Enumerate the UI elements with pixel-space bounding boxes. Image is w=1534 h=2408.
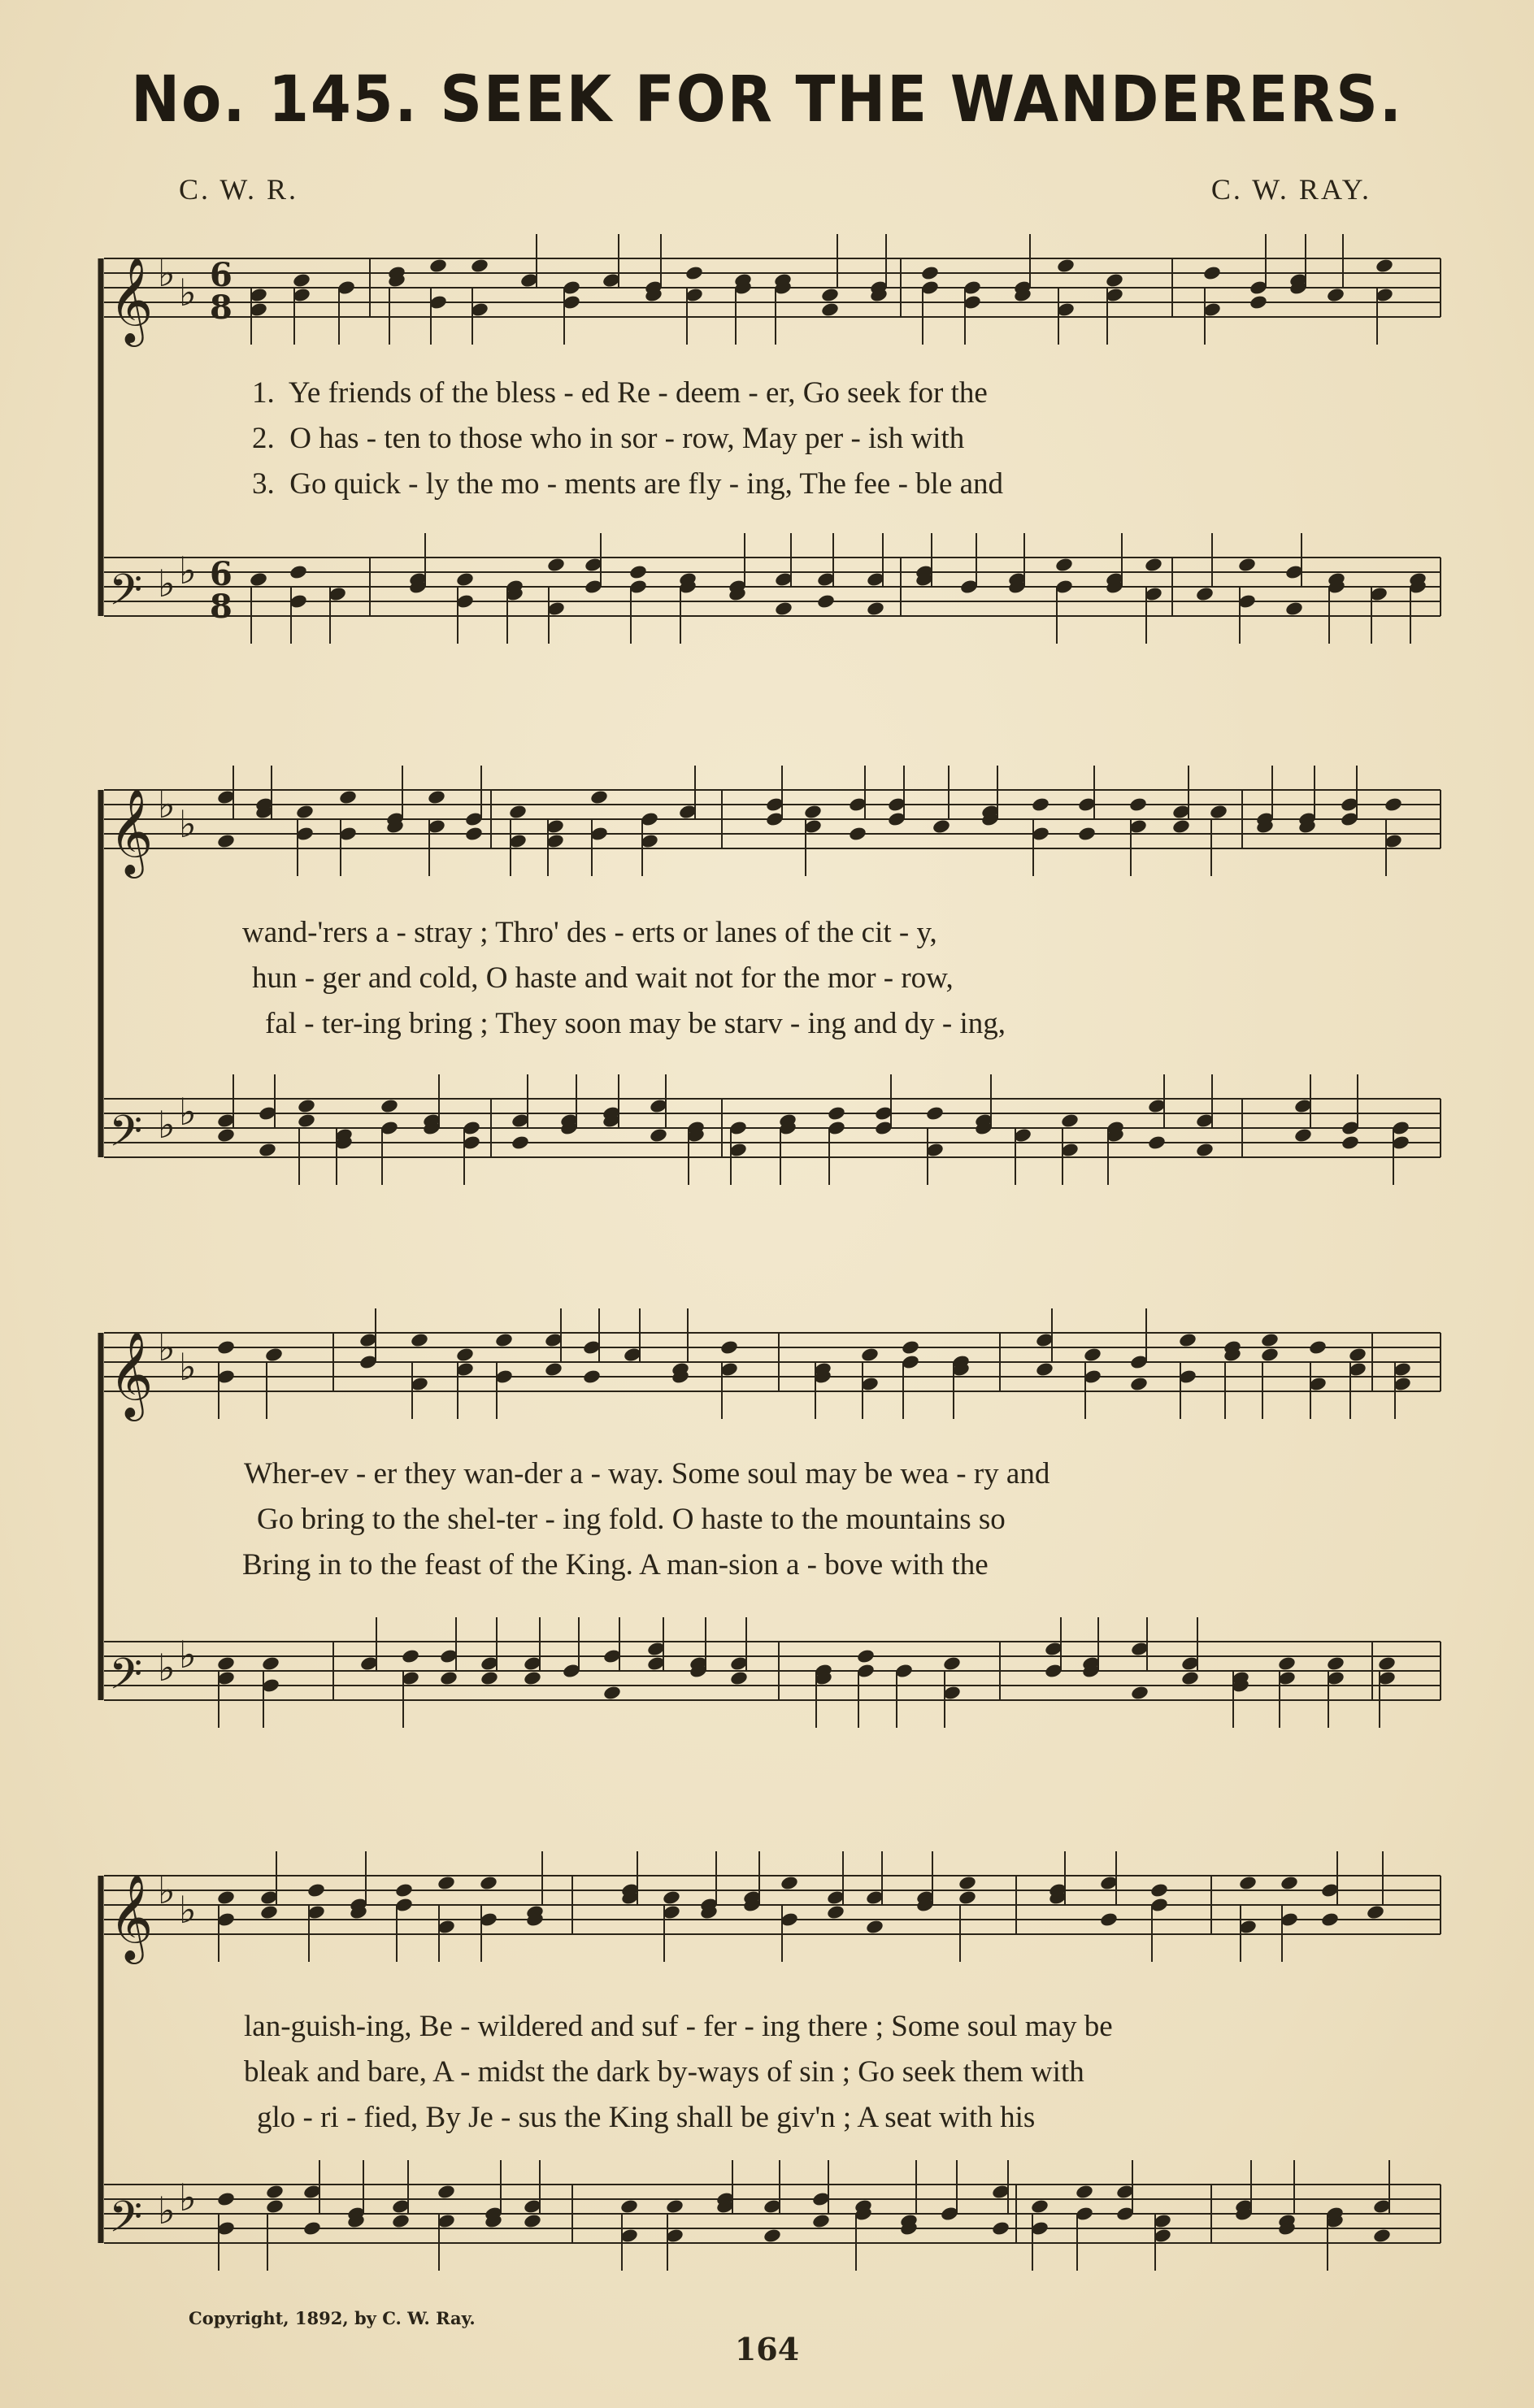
time-signature-bottom: 8 [210, 588, 232, 626]
flat-icon: ♭ [179, 2176, 197, 2219]
notehead [729, 1670, 749, 1686]
notehead [1030, 2198, 1049, 2215]
notehead [649, 1127, 668, 1143]
notehead [803, 804, 823, 820]
lyric-line: glo - ri - fied, By Je - sus the King shall be giv'n ; A seat with his [257, 2101, 1036, 2134]
notehead [523, 1670, 542, 1686]
notehead [480, 1670, 499, 1686]
notehead [1149, 1882, 1169, 1898]
notehead [1105, 272, 1124, 289]
notehead [901, 1339, 920, 1356]
lyric-line: lan-guish-ing, Be - wildered and suf - fer - ing there ; Some soul may be [244, 2010, 1113, 2043]
notehead [932, 818, 951, 835]
notehead [295, 804, 315, 820]
notehead [826, 1904, 845, 1920]
notehead [1260, 1347, 1280, 1363]
notehead [925, 1105, 945, 1122]
notehead [455, 1347, 475, 1363]
notehead [1384, 796, 1403, 813]
notehead [410, 1332, 429, 1348]
notehead [297, 1098, 316, 1114]
lyric-line: 3. Go quick - ly the mo - ments are fly - ing, The fee - ble and [252, 467, 1004, 501]
bass-clef-icon: 𝄢 [109, 566, 143, 626]
notehead [1284, 601, 1304, 617]
notehead [628, 564, 648, 580]
notehead [1130, 1685, 1149, 1701]
notehead [1031, 796, 1050, 813]
notehead [1308, 1339, 1328, 1356]
notehead [464, 826, 484, 842]
notehead [684, 265, 704, 281]
notehead [261, 1655, 280, 1672]
notehead [665, 2198, 684, 2215]
lyric-line: 2. O has - ten to those who in sor - row, May per - ish with [252, 422, 965, 455]
time-signature-top: 6 [210, 256, 232, 294]
notehead [1083, 1347, 1102, 1363]
notehead [216, 1339, 236, 1356]
flat-icon: ♭ [158, 1646, 176, 1690]
notehead [865, 1919, 884, 1935]
notehead [1320, 1911, 1340, 1928]
notehead [523, 2213, 542, 2229]
notehead [582, 1369, 602, 1385]
notehead [1035, 1361, 1054, 1378]
treble-clef-icon: 𝄞 [109, 256, 154, 343]
flat-icon: ♭ [179, 802, 197, 846]
notehead [546, 557, 566, 573]
notehead [1178, 1332, 1197, 1348]
notehead [338, 789, 358, 805]
notehead [455, 571, 475, 588]
notehead [306, 1882, 326, 1898]
notehead [958, 1875, 977, 1891]
notehead [1293, 1127, 1313, 1143]
notehead [259, 1904, 279, 1920]
notehead [820, 287, 840, 303]
treble-clef-icon: 𝄞 [109, 1330, 154, 1417]
lyric-line: bleak and bare, A - midst the dark by-ways of sin ; Go seek them with [244, 2055, 1084, 2089]
notehead [589, 789, 609, 805]
copyright-notice: Copyright, 1892, by C. W. Ray. [189, 2308, 476, 2328]
treble-clef-icon: 𝄞 [109, 787, 154, 874]
notehead [1147, 1135, 1167, 1151]
lyric-line: hun - ger and cold, O haste and wait not for the mor - row, [252, 961, 954, 995]
lyric-line: wand-'rers a - stray ; Thro' des - erts or lanes of the cit - y, [242, 916, 937, 949]
notehead [216, 1127, 236, 1143]
notehead [1280, 1875, 1299, 1891]
notehead [816, 593, 836, 610]
notehead [494, 1332, 514, 1348]
notehead [820, 302, 840, 318]
notehead [1144, 557, 1163, 573]
flat-icon: ♭ [179, 1888, 197, 1932]
lyric-line: Bring in to the feast of the King. A man-sion a - bove with the [242, 1548, 989, 1581]
notehead [827, 1105, 846, 1122]
notehead [1249, 294, 1268, 310]
flat-icon: ♭ [158, 783, 176, 827]
notehead [811, 2213, 831, 2229]
notehead [1077, 826, 1097, 842]
notehead [1056, 258, 1076, 274]
bass-clef-icon: 𝄢 [109, 1650, 143, 1710]
notehead [511, 1135, 530, 1151]
notehead [428, 258, 448, 274]
notehead [991, 2220, 1010, 2237]
flat-icon: ♭ [179, 1345, 197, 1389]
notehead [1375, 258, 1394, 274]
notehead [1372, 2228, 1392, 2244]
notehead [1326, 1655, 1345, 1672]
flat-icon: ♭ [179, 1090, 197, 1134]
notehead [1377, 1655, 1397, 1672]
flat-icon: ♭ [158, 562, 176, 605]
notehead [258, 1142, 277, 1158]
flat-icon: ♭ [158, 1325, 176, 1369]
notehead [1060, 1113, 1080, 1129]
flat-icon: ♭ [179, 1633, 197, 1677]
music-credit: C. W. RAY. [1210, 173, 1371, 206]
words-credit: C. W. R. [179, 173, 299, 206]
notehead [1238, 1875, 1258, 1891]
notehead [297, 1113, 316, 1129]
notehead [249, 571, 268, 588]
notehead [1180, 1670, 1200, 1686]
flat-icon: ♭ [158, 251, 176, 295]
notehead [1099, 1911, 1119, 1928]
notehead [866, 601, 885, 617]
flat-icon: ♭ [158, 2189, 176, 2232]
notehead [216, 833, 236, 849]
notehead [856, 1648, 876, 1664]
notehead [1171, 818, 1191, 835]
notehead [920, 265, 940, 281]
notehead [289, 564, 308, 580]
notehead [1054, 557, 1074, 573]
notehead [619, 2198, 639, 2215]
flat-icon: ♭ [158, 1103, 176, 1147]
notehead [394, 1882, 414, 1898]
notehead [401, 1648, 420, 1664]
notehead [427, 789, 446, 805]
notehead [1129, 1376, 1149, 1392]
bass-clef-icon: 𝄢 [109, 1107, 143, 1167]
notehead [439, 1670, 458, 1686]
notehead [763, 2228, 782, 2244]
time-signature-bottom: 8 [210, 289, 232, 327]
notehead [780, 1875, 799, 1891]
notehead [1348, 1347, 1367, 1363]
notehead [774, 601, 793, 617]
notehead [479, 1875, 498, 1891]
notehead [719, 1339, 739, 1356]
notehead [662, 1890, 681, 1906]
notehead [848, 826, 867, 842]
notehead [437, 1875, 456, 1891]
notehead [1277, 1655, 1297, 1672]
notehead [265, 2184, 285, 2200]
notehead [958, 1890, 977, 1906]
notehead [470, 258, 489, 274]
notehead [508, 804, 528, 820]
notehead [1195, 1142, 1215, 1158]
time-signature-top: 6 [210, 555, 232, 593]
flat-icon: ♭ [158, 1868, 176, 1912]
notehead [860, 1347, 880, 1363]
notehead [1366, 1904, 1385, 1920]
notehead [1209, 804, 1228, 820]
notehead [1075, 2184, 1094, 2200]
notehead [380, 1098, 399, 1114]
lyric-line: Wher-ev - er they wan-der a - way. Some soul may be wea - ry and [244, 1457, 1050, 1490]
notehead [1202, 265, 1222, 281]
notehead [264, 1347, 284, 1363]
notehead [391, 2213, 411, 2229]
notehead [1326, 287, 1345, 303]
lyric-line: fal - ter-ing bring ; They soon may be starv - ing and dy - ing, [265, 1007, 1006, 1040]
flat-icon: ♭ [179, 271, 197, 315]
page-number: 164 [734, 2331, 800, 2367]
notehead [437, 2184, 456, 2200]
notehead [544, 1361, 563, 1378]
notehead [216, 1655, 236, 1672]
bass-clef-icon: 𝄢 [109, 2193, 143, 2253]
notehead [1260, 1332, 1280, 1348]
notehead [216, 1890, 236, 1906]
notehead [216, 2191, 236, 2207]
notehead [1341, 1135, 1360, 1151]
lyric-line: Go bring to the shel-ter - ing fold. O haste to the mountains so [257, 1503, 1006, 1536]
notehead [302, 2220, 322, 2237]
flat-icon: ♭ [179, 549, 197, 592]
hymn-title: No. 145. SEEK FOR THE WANDERERS. [131, 63, 1403, 137]
lyric-line: 1. Ye friends of the bless - ed Re - deem - er, Go seek for the [252, 376, 988, 410]
notehead [292, 272, 311, 289]
notehead [1237, 557, 1257, 573]
treble-clef-icon: 𝄞 [109, 1873, 154, 1960]
notehead [942, 1655, 962, 1672]
notehead [1195, 586, 1215, 602]
notehead [265, 2198, 285, 2215]
notehead [602, 1685, 622, 1701]
notehead [1128, 796, 1148, 813]
